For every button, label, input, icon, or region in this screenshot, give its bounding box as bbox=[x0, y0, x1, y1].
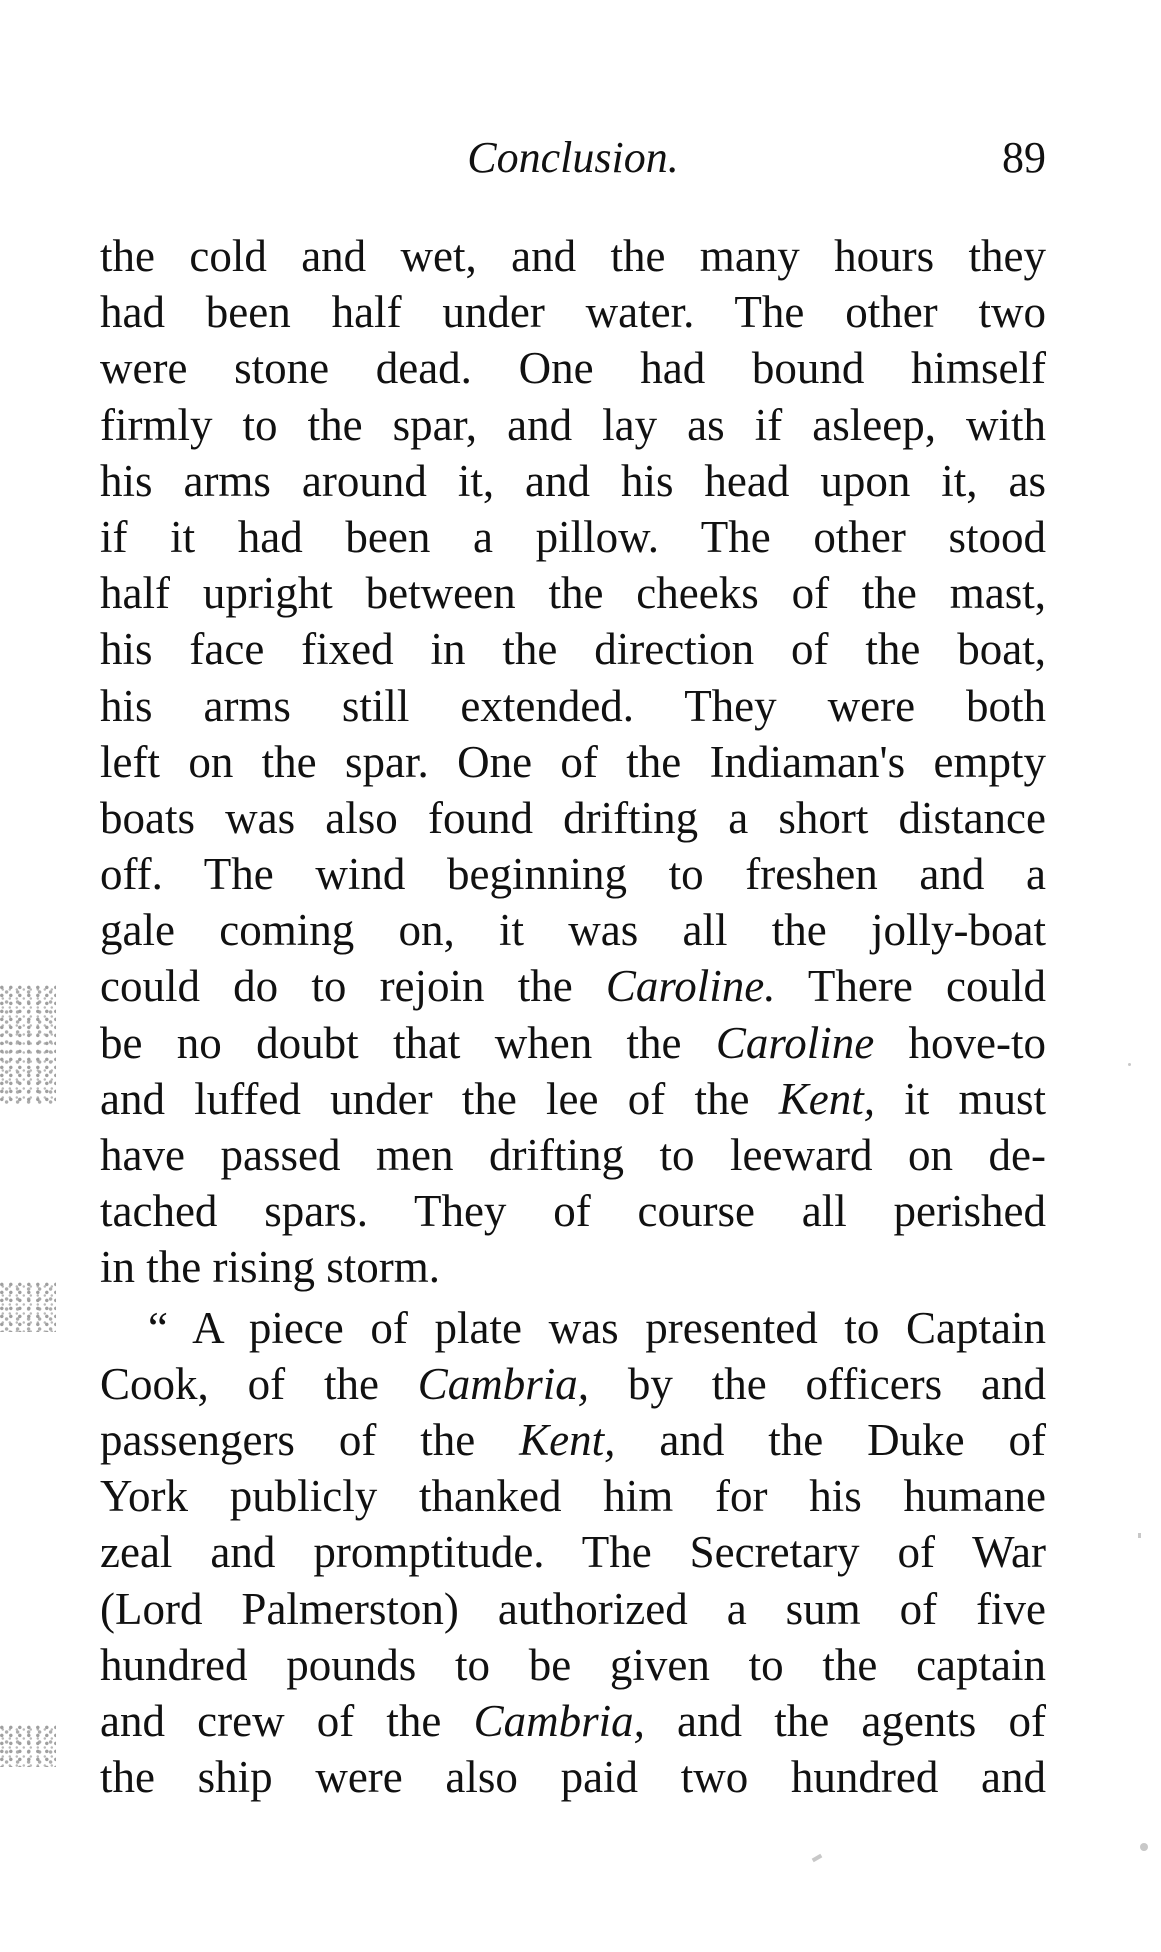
text-line bbox=[100, 1749, 1046, 1805]
text-segment: and the Duke of bbox=[615, 1414, 1047, 1465]
text-segment: off. The wind beginning to freshen and a bbox=[100, 849, 1046, 900]
text-line bbox=[100, 678, 1046, 734]
text-segment: and luffed under the lee of the bbox=[100, 1073, 779, 1124]
text-segment: zeal and promptitude. The Secretary of War bbox=[100, 1527, 1046, 1578]
text-segment: passengers of the bbox=[100, 1414, 520, 1465]
text-line bbox=[100, 228, 1046, 284]
left-margin-bleed-upper bbox=[0, 985, 56, 1105]
text-segment: firmly to the spar, and lay as if asleep, with bbox=[100, 399, 1046, 450]
italic-text: Cambria, bbox=[473, 1695, 645, 1746]
text-line bbox=[100, 846, 1046, 902]
text-segment: be no doubt that when the bbox=[100, 1017, 716, 1068]
text-segment: Cook, of the bbox=[100, 1358, 418, 1409]
text-segment: half upright between the cheeks of the mast, bbox=[100, 568, 1046, 619]
text-line bbox=[100, 565, 1046, 621]
text-line bbox=[100, 1015, 1046, 1071]
text-segment: his face fixed in the direction of the boat, bbox=[100, 624, 1046, 675]
text-line bbox=[100, 790, 1046, 846]
text-segment: if it had been a pillow. The other stood bbox=[100, 511, 1046, 562]
text-segment: had been half under water. The other two bbox=[100, 287, 1046, 338]
text-line bbox=[100, 1127, 1046, 1183]
italic-text: Caroline. bbox=[605, 961, 776, 1012]
speck-mark bbox=[1140, 1843, 1148, 1851]
text-line bbox=[100, 621, 1046, 677]
text-line bbox=[100, 1524, 1046, 1580]
italic-text: Caroline bbox=[715, 1017, 875, 1068]
running-title: Conclusion. bbox=[467, 133, 679, 182]
text-segment: his arms around it, and his head upon it, as bbox=[100, 455, 1046, 506]
text-segment: There could bbox=[775, 961, 1046, 1012]
text-segment: left on the spar. One of the Indiaman's empty bbox=[100, 736, 1046, 787]
text-segment: and crew of the bbox=[100, 1695, 474, 1746]
text-line bbox=[100, 1071, 1046, 1127]
text-segment: in the rising storm. bbox=[100, 1242, 440, 1293]
text-line bbox=[100, 734, 1046, 790]
text-segment: tached spars. They of course all perished bbox=[100, 1186, 1046, 1237]
text-segment: boats was also found drifting a short distance bbox=[100, 792, 1046, 843]
text-segment: gale coming on, it was all the jolly-boat bbox=[100, 905, 1046, 956]
text-segment: the ship were also paid two hundred and bbox=[100, 1752, 1046, 1803]
text-segment: his arms still extended. They were both bbox=[100, 680, 1046, 731]
speck-mark bbox=[812, 1854, 823, 1862]
page-number: 89 bbox=[1002, 133, 1046, 182]
text-line bbox=[100, 902, 1046, 958]
text-segment: have passed men drifting to leeward on de- bbox=[100, 1130, 1046, 1180]
text-line bbox=[100, 453, 1046, 509]
text-segment: it must bbox=[874, 1073, 1046, 1124]
text-line bbox=[100, 1693, 1046, 1749]
italic-text: Kent, bbox=[778, 1073, 875, 1124]
speck-mark bbox=[1138, 1533, 1141, 1538]
text-segment: hundred pounds to be given to the captain bbox=[100, 1639, 1046, 1690]
text-line bbox=[100, 284, 1046, 340]
left-margin-bleed-lower bbox=[0, 1725, 56, 1767]
text-segment: York publicly thanked him for his humane bbox=[100, 1471, 1046, 1522]
text-line bbox=[100, 1356, 1046, 1412]
text-line bbox=[100, 1581, 1046, 1637]
text-line bbox=[100, 397, 1046, 453]
text-line bbox=[100, 340, 1046, 396]
text-segment: the cold and wet, and the many hours they bbox=[100, 231, 1046, 281]
left-margin-bleed-middle bbox=[0, 1282, 56, 1332]
text-line bbox=[100, 1637, 1046, 1693]
text-segment: and the agents of bbox=[644, 1695, 1046, 1746]
text-line bbox=[100, 1239, 1046, 1295]
text-line bbox=[100, 1300, 1046, 1356]
text-line bbox=[100, 1412, 1046, 1468]
text-line bbox=[100, 1183, 1046, 1239]
text-line bbox=[100, 958, 1046, 1014]
body-text bbox=[100, 228, 1046, 1805]
text-segment: by the officers and bbox=[589, 1358, 1046, 1409]
running-header bbox=[100, 128, 1046, 188]
speck-mark bbox=[1128, 1063, 1131, 1066]
text-segment: were stone dead. One had bound himself bbox=[100, 343, 1046, 394]
text-line bbox=[100, 509, 1046, 565]
italic-text: Kent, bbox=[519, 1414, 616, 1465]
italic-text: Cambria, bbox=[417, 1358, 590, 1409]
text-segment: (Lord Palmerston) authorized a sum of five bbox=[100, 1583, 1046, 1634]
text-segment: could do to rejoin the bbox=[100, 961, 606, 1012]
text-segment: hove-to bbox=[874, 1017, 1046, 1068]
text-segment: “ A piece of plate was presented to Captain bbox=[148, 1302, 1046, 1353]
text-line bbox=[100, 1468, 1046, 1524]
